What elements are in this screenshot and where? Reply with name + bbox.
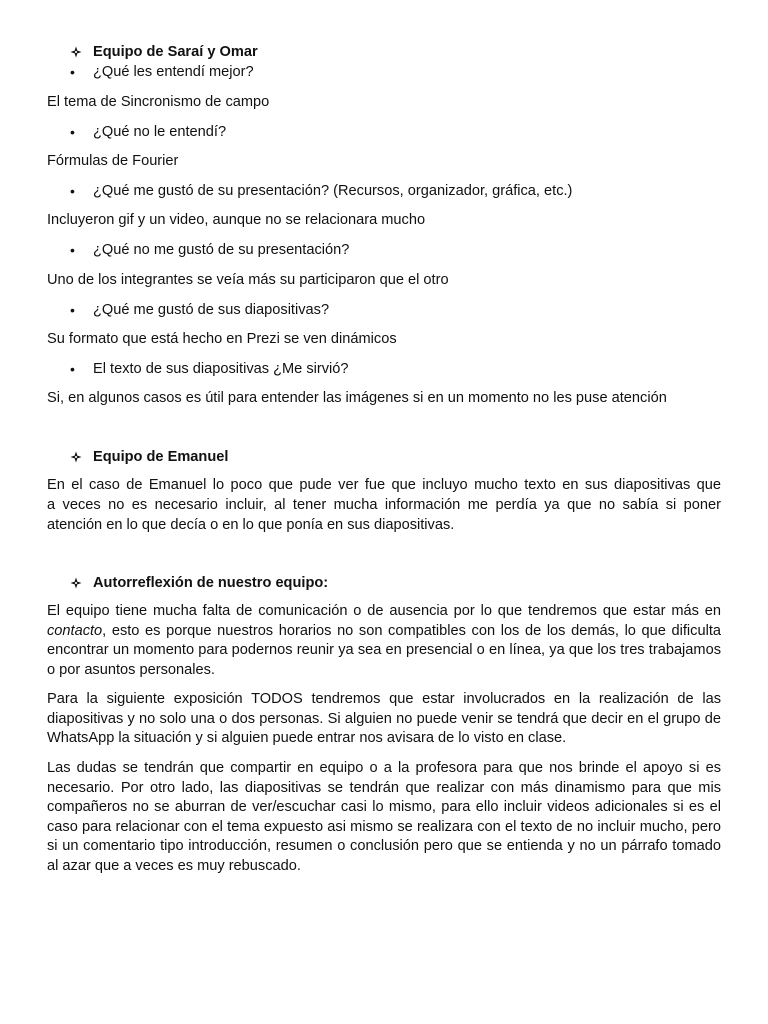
diamond-bullet-icon — [70, 574, 82, 592]
answer-1: El tema de Sincronismo de campo — [47, 94, 270, 110]
self-p1-italic: contacto — [47, 622, 103, 639]
question-3: ¿Qué me gustó de su presentación? (Recursos, organizador, gráfica, etc.) — [93, 183, 573, 199]
question-4: ¿Qué no me gustó de su presentación? — [93, 242, 350, 258]
diamond-bullet-icon — [70, 448, 82, 466]
question-2: ¿Qué no le entendí? — [93, 124, 227, 140]
team2-paragraph-line: atención en lo que decía o en lo que ponía en sus diapositivas. — [47, 517, 455, 533]
self-p1-text-after: , esto es porque nuestros horarios no son compatibles con los de los demás, lo que dificulta encontrar un momento para podernos reunir ya sea en presencial o en línea, ya que los tres trabajamos o por asuntos personales. — [47, 622, 721, 678]
self-paragraph-1 — [47, 602, 721, 680]
bullet-dot-icon: • — [70, 302, 75, 318]
team2-paragraph-line: En el caso de Emanuel lo poco que pude ver fue que incluyo mucho texto en sus diapositivas que — [47, 477, 721, 493]
bullet-dot-icon: • — [70, 183, 75, 199]
section-heading-self: Autorreflexión de nuestro equipo: — [93, 575, 329, 591]
answer-2: Fórmulas de Fourier — [47, 153, 179, 169]
bullet-dot-icon: • — [70, 242, 75, 258]
bullet-dot-icon: • — [70, 64, 75, 80]
team2-paragraph-line: a veces no es necesario incluir, al tener mucha información me perdía ya que no sabía si poner — [47, 497, 721, 513]
self-paragraph-2: Para la siguiente exposición TODOS tendremos que estar involucrados en la realización de las diapositivas y no solo una o dos personas. Si alguien no puede venir se tendrá que decir en el grupo de WhatsApp la situación y si alguien puede entrar nos avisara de lo visto en clase. — [47, 691, 721, 747]
self-paragraph-3: Las dudas se tendrán que compartir en equipo o a la profesora para que nos brinde el apoyo si es necesario. Por otro lado, las diapositivas se tendrán que realizar con más dinamismo para que mis compañeros no se aburran de ver/escuchar casi lo mismo, para ello incluir videos adicionales si es el caso para relacionar con el tema expuesto asi mismo se realizara con el texto de no incluir mucho, pero si un comentario tipo introducción, resumen o conclusión pero que se entienda y no un párrafo tomado al azar que a veces es muy rebuscado. — [47, 760, 721, 874]
team2-paragraph — [47, 475, 721, 535]
bullet-dot-icon: • — [70, 361, 75, 377]
bullet-dot-icon: • — [70, 124, 75, 140]
answer-3: Incluyeron gif y un video, aunque no se relacionara mucho — [47, 212, 426, 228]
answer-6: Si, en algunos casos es útil para entender las imágenes si en un momento no les puse atención — [47, 390, 667, 406]
question-6: El texto de sus diapositivas ¿Me sirvió? — [93, 361, 349, 377]
answer-4: Uno de los integrantes se veía más su participaron que el otro — [47, 272, 449, 288]
self-p1-text: El equipo tiene mucha falta de comunicación o de ausencia por lo que tendremos que estar más en — [47, 603, 721, 619]
section-heading-team2: Equipo de Emanuel — [93, 449, 229, 465]
section-heading-team1: Equipo de Saraí y Omar — [93, 44, 258, 60]
diamond-bullet-icon — [70, 43, 82, 61]
answer-5: Su formato que está hecho en Prezi se ven dinámicos — [47, 331, 397, 347]
question-5: ¿Qué me gustó de sus diapositivas? — [93, 302, 330, 318]
question-1: ¿Qué les entendí mejor? — [93, 64, 254, 80]
